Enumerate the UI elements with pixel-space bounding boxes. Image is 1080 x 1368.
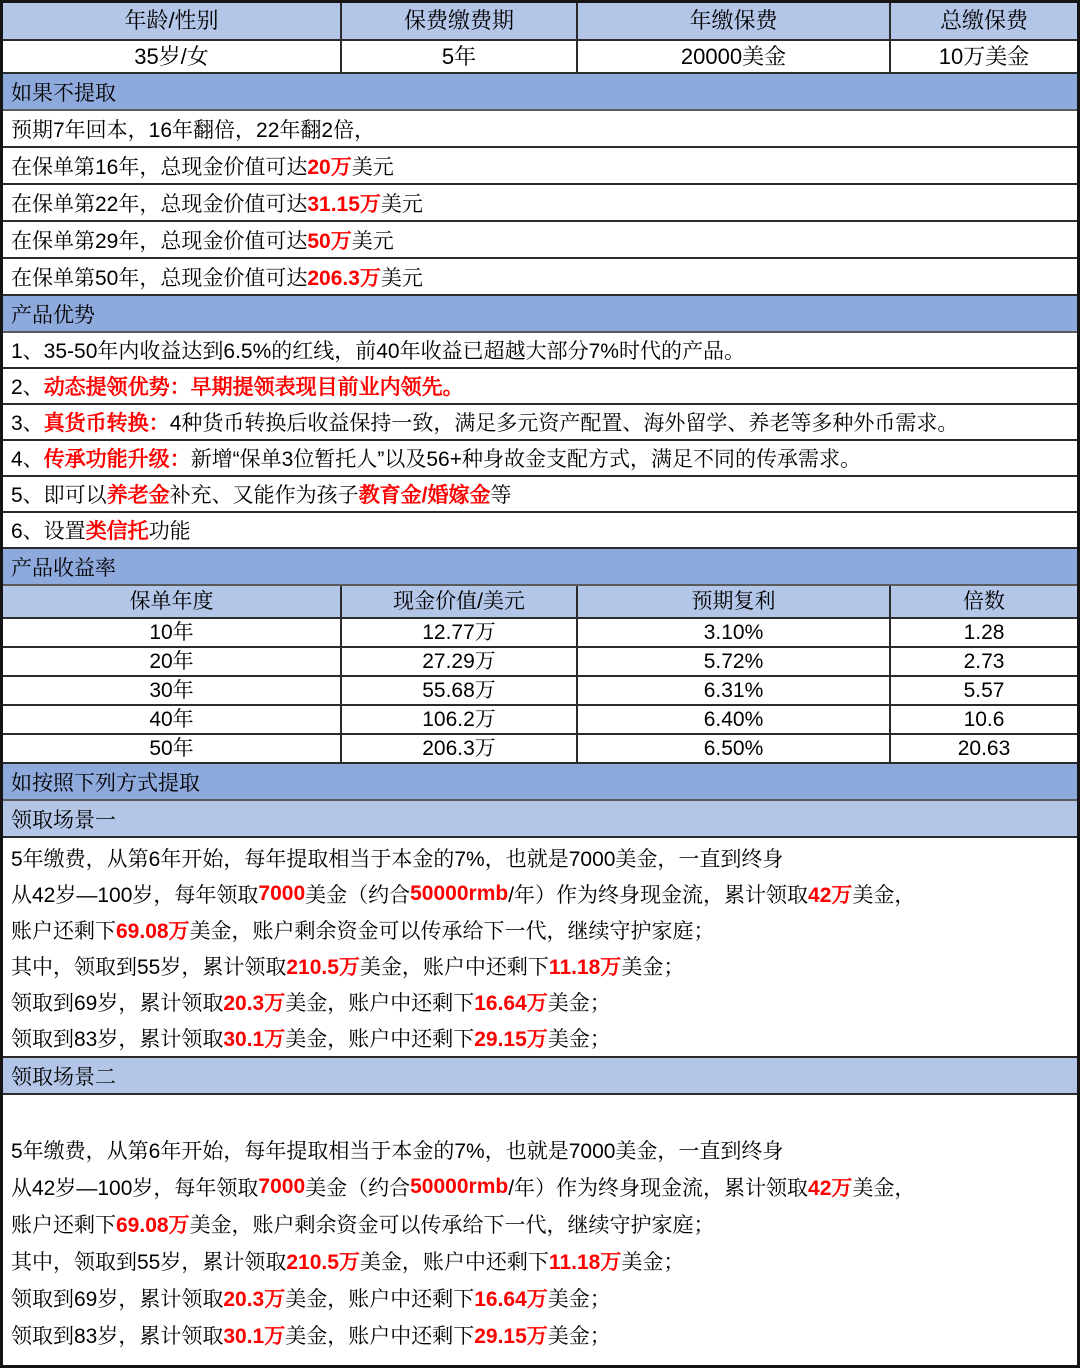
yield-cell: 6.50% xyxy=(578,735,891,762)
highlight-value: 养老金 xyxy=(106,484,170,507)
value-age-gender: 35岁/女 xyxy=(3,41,342,72)
text-segment: 领取到83岁，累计领取 xyxy=(11,1324,224,1348)
no-withdraw-row xyxy=(3,185,1077,222)
highlight-value: 真货币转换： xyxy=(43,412,170,435)
yield-cell: 30年 xyxy=(3,677,342,704)
col-header-age-gender: 年龄/性别 xyxy=(3,3,342,39)
text-segment: 美金，账户剩余资金可以传承给下一代，继续守护家庭； xyxy=(189,1213,715,1237)
text-segment: 美金，账户中还剩下 xyxy=(285,1287,475,1311)
yield-cell: 106.2万 xyxy=(342,706,578,733)
section-band-withdraw-intro: 如按照下列方式提取 xyxy=(3,764,1077,801)
highlight-value: 29.15万 xyxy=(474,1324,548,1348)
highlight-value: 69.08万 xyxy=(116,920,190,943)
col-header-cash-value: 现金价值/美元 xyxy=(342,586,578,617)
highlight-value: 20万 xyxy=(307,155,352,179)
yield-cell: 2.73 xyxy=(963,650,1005,673)
highlight-value: 动态提领优势：早期提领表现目前业内领先。 xyxy=(43,376,464,399)
highlight-value: 30.1万 xyxy=(223,1028,286,1051)
text-segment: 等 xyxy=(490,484,512,507)
text-segment: 美金； xyxy=(547,992,611,1015)
yield-cell: 27.29万 xyxy=(342,648,578,675)
yield-cell: 10.6 xyxy=(963,708,1005,731)
text-segment: 功能 xyxy=(148,520,191,543)
policy-summary-value-row xyxy=(3,41,1077,74)
text-segment: 美金（约合 xyxy=(305,884,411,907)
text-segment: 美金， xyxy=(852,1176,916,1200)
highlight-value: 30.1万 xyxy=(223,1324,286,1348)
advantage-row xyxy=(3,369,1077,405)
yield-cell: 40年 xyxy=(3,706,342,733)
yield-cell: 1.28 xyxy=(963,621,1005,644)
yield-table-header-row xyxy=(3,586,1077,619)
text-segment: /年）作为终身现金流，累计领取 xyxy=(508,1176,809,1200)
yield-table-row xyxy=(3,648,1077,677)
advantage-row xyxy=(3,405,1077,441)
text-segment: 美金，账户剩余资金可以传承给下一代，继续守护家庭； xyxy=(189,920,715,943)
yield-cell: 3.10% xyxy=(578,619,891,646)
yield-table-row xyxy=(3,677,1077,706)
text-segment: 1、35-50年内收益达到6.5%的红线，前40年收益已超越大部分7%时代的产品。 xyxy=(11,340,745,363)
text-segment: /年）作为终身现金流，累计领取 xyxy=(508,884,809,907)
highlight-value: 7000 xyxy=(258,1174,306,1198)
highlight-value: 42万 xyxy=(808,884,853,907)
highlight-value: 16.64万 xyxy=(474,1287,548,1311)
scenario-two-line xyxy=(11,1279,1069,1316)
yield-cell: 6.31% xyxy=(578,677,891,704)
value-total-premium: 10万美金 xyxy=(938,43,1030,69)
text-segment: 从42岁—100岁，每年领取 xyxy=(11,1176,259,1200)
highlight-value: 50万 xyxy=(307,229,352,253)
text-segment: 新增“保单3位暂托人”以及56+种身故金支配方式，满足不同的传承需求。 xyxy=(190,448,861,471)
scenario-two-line xyxy=(11,1168,1069,1205)
yield-cell: 10年 xyxy=(3,619,342,646)
text-segment: 美元 xyxy=(351,155,394,179)
highlight-value: 传承功能升级： xyxy=(43,448,191,471)
value-payment-term: 5年 xyxy=(342,41,578,72)
yield-table-body xyxy=(3,619,1077,764)
advantage-row xyxy=(3,477,1077,513)
highlight-value: 69.08万 xyxy=(116,1213,190,1237)
highlight-value: 11.18万 xyxy=(548,1250,622,1274)
section-band-scenario-two: 领取场景二 xyxy=(3,1058,1077,1095)
scenario-two-line xyxy=(11,1242,1069,1279)
highlight-value: 类信托 xyxy=(85,520,149,543)
highlight-value: 16.64万 xyxy=(474,992,548,1015)
text-segment: 美金，账户中还剩下 xyxy=(285,992,475,1015)
scenario-two-line xyxy=(11,1316,1069,1353)
col-header-annual-premium: 年缴保费 xyxy=(578,3,891,39)
text-segment: 美元 xyxy=(351,229,394,253)
text-segment: 领取到83岁，累计领取 xyxy=(11,1028,224,1051)
highlight-value: 42万 xyxy=(808,1176,853,1200)
no-withdraw-row xyxy=(3,148,1077,185)
text-segment: 在保单第16年，总现金价值可达 xyxy=(11,155,308,179)
no-withdraw-row xyxy=(3,222,1077,259)
text-segment: 3、 xyxy=(11,412,44,435)
text-segment: 账户还剩下 xyxy=(11,920,116,943)
policy-summary-header-row xyxy=(3,3,1077,41)
yield-cell: 50年 xyxy=(3,735,342,762)
scenario-two-block xyxy=(3,1095,1077,1365)
highlight-value: 210.5万 xyxy=(286,1250,360,1274)
text-segment: 账户还剩下 xyxy=(11,1213,116,1237)
yield-cell: 5.57 xyxy=(963,679,1005,702)
yield-cell: 5.72% xyxy=(578,648,891,675)
highlight-value: 29.15万 xyxy=(474,1028,548,1051)
text-segment: 预期7年回本，16年翻倍，22年翻2倍， xyxy=(11,118,376,142)
text-segment: 在保单第22年，总现金价值可达 xyxy=(11,192,308,216)
col-header-payment-term: 保费缴费期 xyxy=(342,3,578,39)
no-withdraw-row xyxy=(3,259,1077,296)
text-segment: 美金，账户中还剩下 xyxy=(359,1250,549,1274)
text-segment: 美元 xyxy=(380,266,423,290)
text-segment: 其中，领取到55岁，累计领取 xyxy=(11,1250,287,1274)
text-segment: 5年缴费，从第6年开始，每年提取相当于本金的7%，也就是7000美金，一直到终身 xyxy=(11,848,784,871)
yield-cell: 206.3万 xyxy=(342,735,578,762)
text-segment: 美金， xyxy=(852,884,916,907)
scenario-one-line xyxy=(11,840,1069,876)
text-segment: 美金； xyxy=(547,1028,611,1051)
text-segment: 美金，账户中还剩下 xyxy=(285,1324,475,1348)
yield-cell: 20年 xyxy=(3,648,342,675)
yield-table-row xyxy=(3,619,1077,648)
yield-cell: 12.77万 xyxy=(342,619,578,646)
highlight-value: 11.18万 xyxy=(548,956,622,979)
col-header-expected-irr: 预期复利 xyxy=(578,586,891,617)
highlight-value: 50000rmb xyxy=(410,1174,509,1198)
value-annual-premium: 20000美金 xyxy=(578,41,891,72)
text-segment: 6、设置 xyxy=(11,520,86,543)
col-header-total-premium: 总缴保费 xyxy=(939,8,1028,33)
scenario-one-line xyxy=(11,984,1069,1020)
advantage-row xyxy=(3,441,1077,477)
text-segment: 美金； xyxy=(547,1287,611,1311)
advantage-row xyxy=(3,513,1077,549)
text-segment: 在保单第29年，总现金价值可达 xyxy=(11,229,308,253)
text-segment: 在保单第50年，总现金价值可达 xyxy=(11,266,308,290)
text-segment: 美金； xyxy=(547,1324,611,1348)
text-segment: 5年缴费，从第6年开始，每年提取相当于本金的7%，也就是7000美金，一直到终身 xyxy=(11,1139,784,1163)
no-withdraw-rows xyxy=(3,111,1077,296)
highlight-value: 31.15万 xyxy=(307,192,381,216)
highlight-value: 7000 xyxy=(258,882,306,905)
scenario-two-line xyxy=(11,1205,1069,1242)
section-band-yield: 产品收益率 xyxy=(3,549,1077,586)
text-segment: 美金； xyxy=(621,956,685,979)
highlight-value: 教育金/婚嫁金 xyxy=(358,484,491,507)
highlight-value: 210.5万 xyxy=(286,956,360,979)
section-band-no-withdraw: 如果不提取 xyxy=(3,74,1077,111)
text-segment: 从42岁—100岁，每年领取 xyxy=(11,884,259,907)
highlight-value: 20.3万 xyxy=(223,1287,286,1311)
section-band-scenario-one: 领取场景一 xyxy=(3,801,1077,838)
text-segment: 领取到69岁，累计领取 xyxy=(11,992,224,1015)
scenario-two-line xyxy=(11,1131,1069,1168)
advantage-row xyxy=(3,333,1077,369)
section-band-advantages: 产品优势 xyxy=(3,296,1077,333)
text-segment: 领取到69岁，累计领取 xyxy=(11,1287,224,1311)
text-segment: 美金，账户中还剩下 xyxy=(285,1028,475,1051)
text-segment: 美元 xyxy=(380,192,423,216)
yield-cell: 20.63 xyxy=(957,737,1011,760)
yield-cell: 55.68万 xyxy=(342,677,578,704)
scenario-one-block xyxy=(3,838,1077,1058)
col-header-policy-year: 保单年度 xyxy=(3,586,342,617)
yield-table-row xyxy=(3,706,1077,735)
scenario-one-line xyxy=(11,948,1069,984)
scenario-one-line xyxy=(11,912,1069,948)
text-segment: 其中，领取到55岁，累计领取 xyxy=(11,956,287,979)
text-segment: 4种货币转换后收益保持一致，满足多元资产配置、海外留学、养老等多种外币需求。 xyxy=(169,412,959,435)
yield-table-row xyxy=(3,735,1077,764)
text-segment: 5、即可以 xyxy=(11,484,107,507)
text-segment: 美金，账户中还剩下 xyxy=(359,956,549,979)
text-segment: 4、 xyxy=(11,448,44,471)
text-segment: 补充、又能作为孩子 xyxy=(169,484,359,507)
no-withdraw-row xyxy=(3,111,1077,148)
col-header-multiple: 倍数 xyxy=(963,590,1005,613)
highlight-value: 206.3万 xyxy=(307,266,381,290)
scenario-one-line xyxy=(11,876,1069,912)
scenario-one-line xyxy=(11,1020,1069,1056)
text-segment: 2、 xyxy=(11,376,44,399)
text-segment: 美金（约合 xyxy=(305,1176,411,1200)
text-segment: 美金； xyxy=(621,1250,685,1274)
advantage-rows xyxy=(3,333,1077,549)
highlight-value: 20.3万 xyxy=(223,992,286,1015)
yield-cell: 6.40% xyxy=(578,706,891,733)
highlight-value: 50000rmb xyxy=(410,882,509,905)
